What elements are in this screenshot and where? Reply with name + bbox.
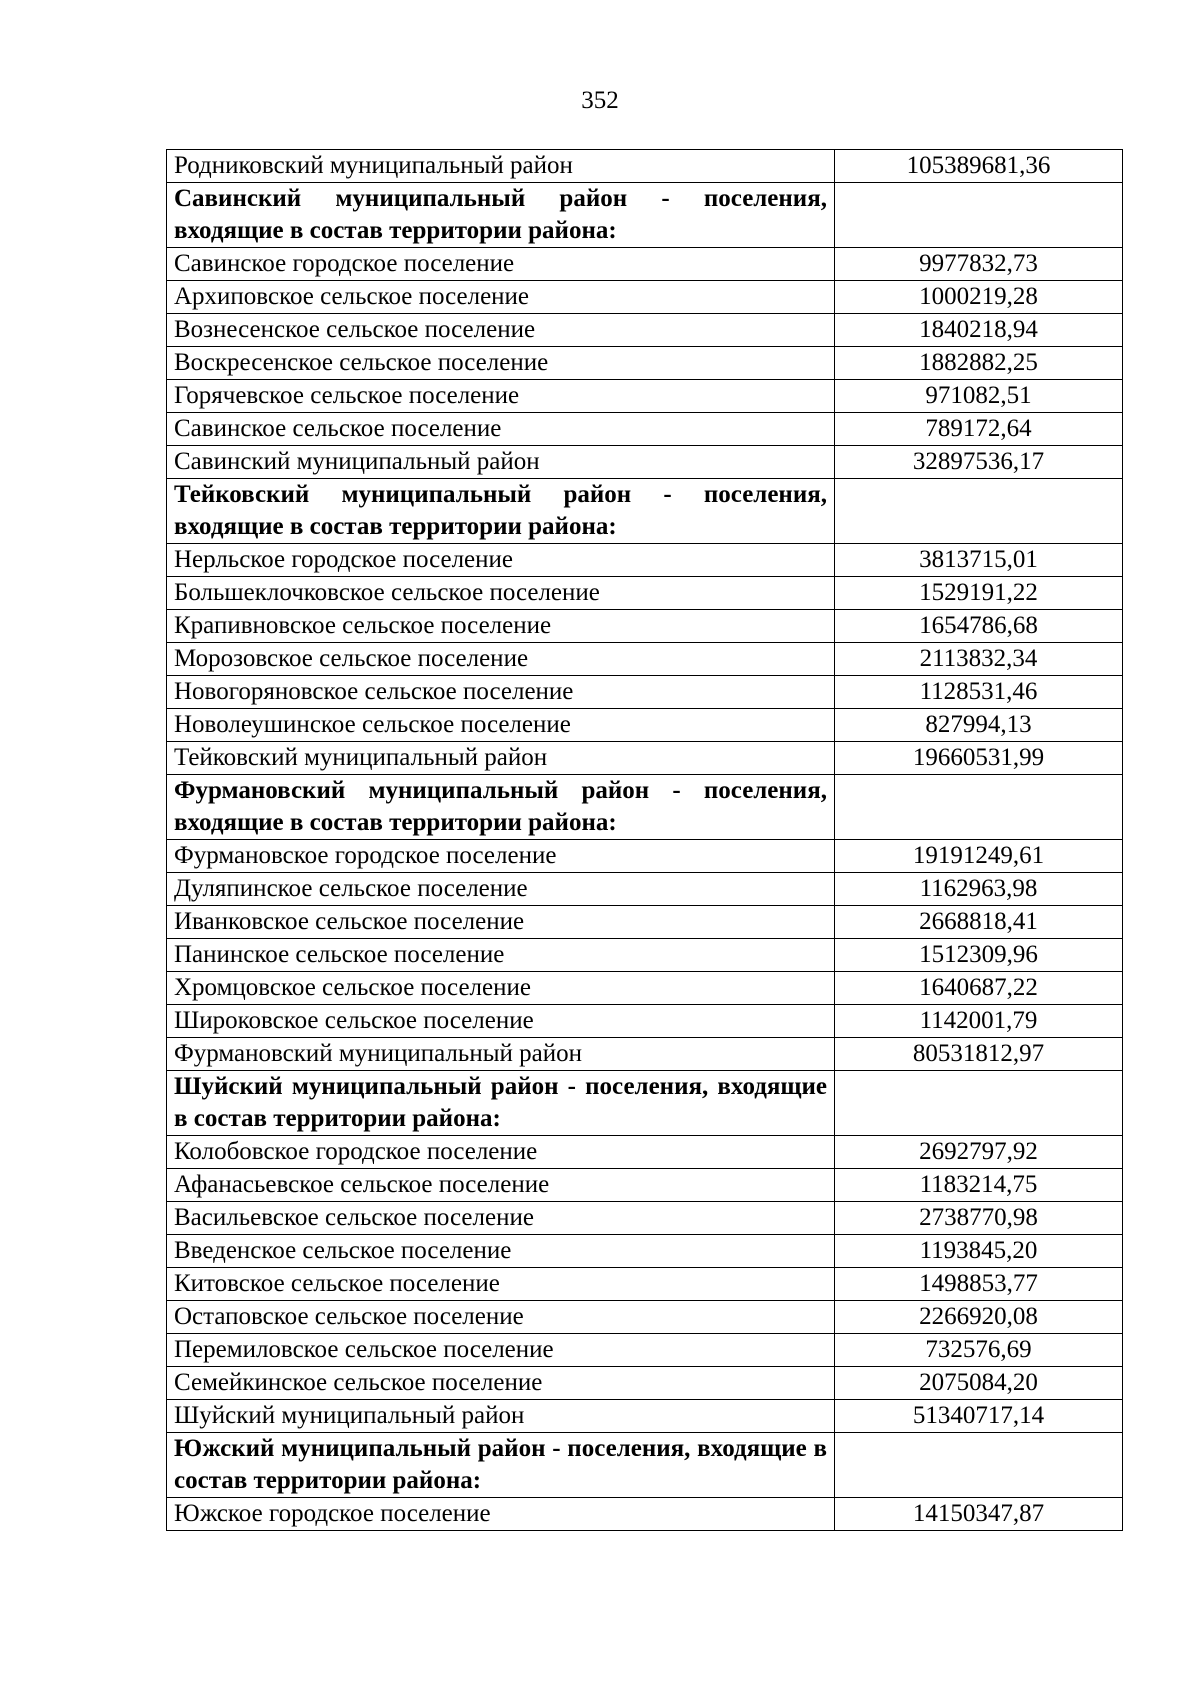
district-group-heading: Шуйский муниципальный район - поселения, входящие в состав территории района: bbox=[167, 1071, 835, 1136]
settlement-name-cell: Новолеушинское сельское поселение bbox=[167, 709, 835, 742]
settlement-name-cell: Васильевское сельское поселение bbox=[167, 1202, 835, 1235]
table-group-header-row bbox=[167, 775, 1123, 840]
amount-cell: 2075084,20 bbox=[835, 1367, 1123, 1400]
amount-cell: 19660531,99 bbox=[835, 742, 1123, 775]
table-row bbox=[167, 709, 1123, 742]
table-row bbox=[167, 1498, 1123, 1531]
table-row bbox=[167, 1038, 1123, 1071]
amount-cell: 732576,69 bbox=[835, 1334, 1123, 1367]
amount-cell: 3813715,01 bbox=[835, 544, 1123, 577]
table-row bbox=[167, 840, 1123, 873]
amount-cell: 789172,64 bbox=[835, 413, 1123, 446]
amount-cell: 105389681,36 bbox=[835, 150, 1123, 183]
table-row bbox=[167, 281, 1123, 314]
amount-cell: 1498853,77 bbox=[835, 1268, 1123, 1301]
settlement-name-cell: Новогоряновское сельское поселение bbox=[167, 676, 835, 709]
table-group-header-row bbox=[167, 183, 1123, 248]
amount-cell: 19191249,61 bbox=[835, 840, 1123, 873]
district-group-heading: Фурмановский муниципальный район - поселения, входящие в состав территории района: bbox=[167, 775, 835, 840]
settlement-name-cell: Остаповское сельское поселение bbox=[167, 1301, 835, 1334]
table-row bbox=[167, 1202, 1123, 1235]
amount-cell: 9977832,73 bbox=[835, 248, 1123, 281]
table-row bbox=[167, 1301, 1123, 1334]
settlement-name-cell: Вознесенское сельское поселение bbox=[167, 314, 835, 347]
table-row bbox=[167, 742, 1123, 775]
district-group-heading: Савинский муниципальный район - поселения, входящие в состав территории района: bbox=[167, 183, 835, 248]
table-row bbox=[167, 873, 1123, 906]
table-row bbox=[167, 643, 1123, 676]
table-row bbox=[167, 610, 1123, 643]
settlement-name-cell: Савинский муниципальный район bbox=[167, 446, 835, 479]
settlement-name-cell: Большеклочковское сельское поселение bbox=[167, 577, 835, 610]
amount-cell: 1000219,28 bbox=[835, 281, 1123, 314]
table-row bbox=[167, 1235, 1123, 1268]
page-number: 352 bbox=[581, 87, 619, 114]
table-row bbox=[167, 676, 1123, 709]
settlement-name-cell: Воскресенское сельское поселение bbox=[167, 347, 835, 380]
settlement-name-cell: Афанасьевское сельское поселение bbox=[167, 1169, 835, 1202]
amount-cell: 2668818,41 bbox=[835, 906, 1123, 939]
settlement-name-cell: Южское городское поселение bbox=[167, 1498, 835, 1531]
amount-cell: 1654786,68 bbox=[835, 610, 1123, 643]
table-row bbox=[167, 577, 1123, 610]
settlement-name-cell: Нерльское городское поселение bbox=[167, 544, 835, 577]
settlement-name-cell: Перемиловское сельское поселение bbox=[167, 1334, 835, 1367]
settlement-name-cell: Фурмановский муниципальный район bbox=[167, 1038, 835, 1071]
amount-cell bbox=[835, 1071, 1123, 1136]
table-row bbox=[167, 314, 1123, 347]
amount-cell: 1882882,25 bbox=[835, 347, 1123, 380]
settlement-name-cell: Иванковское сельское поселение bbox=[167, 906, 835, 939]
settlement-name-cell: Тейковский муниципальный район bbox=[167, 742, 835, 775]
amount-cell: 1142001,79 bbox=[835, 1005, 1123, 1038]
district-group-heading: Тейковский муниципальный район - поселения, входящие в состав территории района: bbox=[167, 479, 835, 544]
budget-table bbox=[166, 149, 1123, 1531]
settlement-name-cell: Шуйский муниципальный район bbox=[167, 1400, 835, 1433]
amount-cell: 1162963,98 bbox=[835, 873, 1123, 906]
table-row bbox=[167, 1334, 1123, 1367]
amount-cell: 1512309,96 bbox=[835, 939, 1123, 972]
table-row bbox=[167, 1136, 1123, 1169]
amount-cell: 1529191,22 bbox=[835, 577, 1123, 610]
table-row bbox=[167, 150, 1123, 183]
amount-cell bbox=[835, 479, 1123, 544]
budget-table-body bbox=[167, 150, 1123, 1531]
amount-cell: 1840218,94 bbox=[835, 314, 1123, 347]
table-row bbox=[167, 446, 1123, 479]
amount-cell: 2266920,08 bbox=[835, 1301, 1123, 1334]
amount-cell: 2738770,98 bbox=[835, 1202, 1123, 1235]
amount-cell: 1193845,20 bbox=[835, 1235, 1123, 1268]
settlement-name-cell: Фурмановское городское поселение bbox=[167, 840, 835, 873]
amount-cell bbox=[835, 1433, 1123, 1498]
table-row bbox=[167, 413, 1123, 446]
settlement-name-cell: Колобовское городское поселение bbox=[167, 1136, 835, 1169]
table-row bbox=[167, 1005, 1123, 1038]
settlement-name-cell: Родниковский муниципальный район bbox=[167, 150, 835, 183]
amount-cell bbox=[835, 183, 1123, 248]
amount-cell: 1640687,22 bbox=[835, 972, 1123, 1005]
settlement-name-cell: Введенское сельское поселение bbox=[167, 1235, 835, 1268]
settlement-name-cell: Широковское сельское поселение bbox=[167, 1005, 835, 1038]
table-row bbox=[167, 1268, 1123, 1301]
amount-cell: 2692797,92 bbox=[835, 1136, 1123, 1169]
amount-cell: 80531812,97 bbox=[835, 1038, 1123, 1071]
table-row bbox=[167, 906, 1123, 939]
table-row bbox=[167, 1367, 1123, 1400]
settlement-name-cell: Архиповское сельское поселение bbox=[167, 281, 835, 314]
amount-cell bbox=[835, 775, 1123, 840]
settlement-name-cell: Хромцовское сельское поселение bbox=[167, 972, 835, 1005]
table-row bbox=[167, 347, 1123, 380]
table-row bbox=[167, 939, 1123, 972]
settlement-name-cell: Крапивновское сельское поселение bbox=[167, 610, 835, 643]
settlement-name-cell: Савинское сельское поселение bbox=[167, 413, 835, 446]
settlement-name-cell: Горячевское сельское поселение bbox=[167, 380, 835, 413]
settlement-name-cell: Китовское сельское поселение bbox=[167, 1268, 835, 1301]
amount-cell: 14150347,87 bbox=[835, 1498, 1123, 1531]
table-row bbox=[167, 380, 1123, 413]
table-group-header-row bbox=[167, 1071, 1123, 1136]
table-row bbox=[167, 972, 1123, 1005]
amount-cell: 971082,51 bbox=[835, 380, 1123, 413]
amount-cell: 1128531,46 bbox=[835, 676, 1123, 709]
amount-cell: 2113832,34 bbox=[835, 643, 1123, 676]
settlement-name-cell: Савинское городское поселение bbox=[167, 248, 835, 281]
amount-cell: 827994,13 bbox=[835, 709, 1123, 742]
table-row bbox=[167, 544, 1123, 577]
district-group-heading: Южский муниципальный район - поселения, входящие в состав территории района: bbox=[167, 1433, 835, 1498]
amount-cell: 1183214,75 bbox=[835, 1169, 1123, 1202]
table-row bbox=[167, 248, 1123, 281]
settlement-name-cell: Семейкинское сельское поселение bbox=[167, 1367, 835, 1400]
table-group-header-row bbox=[167, 1433, 1123, 1498]
settlement-name-cell: Дуляпинское сельское поселение bbox=[167, 873, 835, 906]
settlement-name-cell: Морозовское сельское поселение bbox=[167, 643, 835, 676]
amount-cell: 32897536,17 bbox=[835, 446, 1123, 479]
table-row bbox=[167, 1169, 1123, 1202]
table-group-header-row bbox=[167, 479, 1123, 544]
amount-cell: 51340717,14 bbox=[835, 1400, 1123, 1433]
table-row bbox=[167, 1400, 1123, 1433]
settlement-name-cell: Панинское сельское поселение bbox=[167, 939, 835, 972]
